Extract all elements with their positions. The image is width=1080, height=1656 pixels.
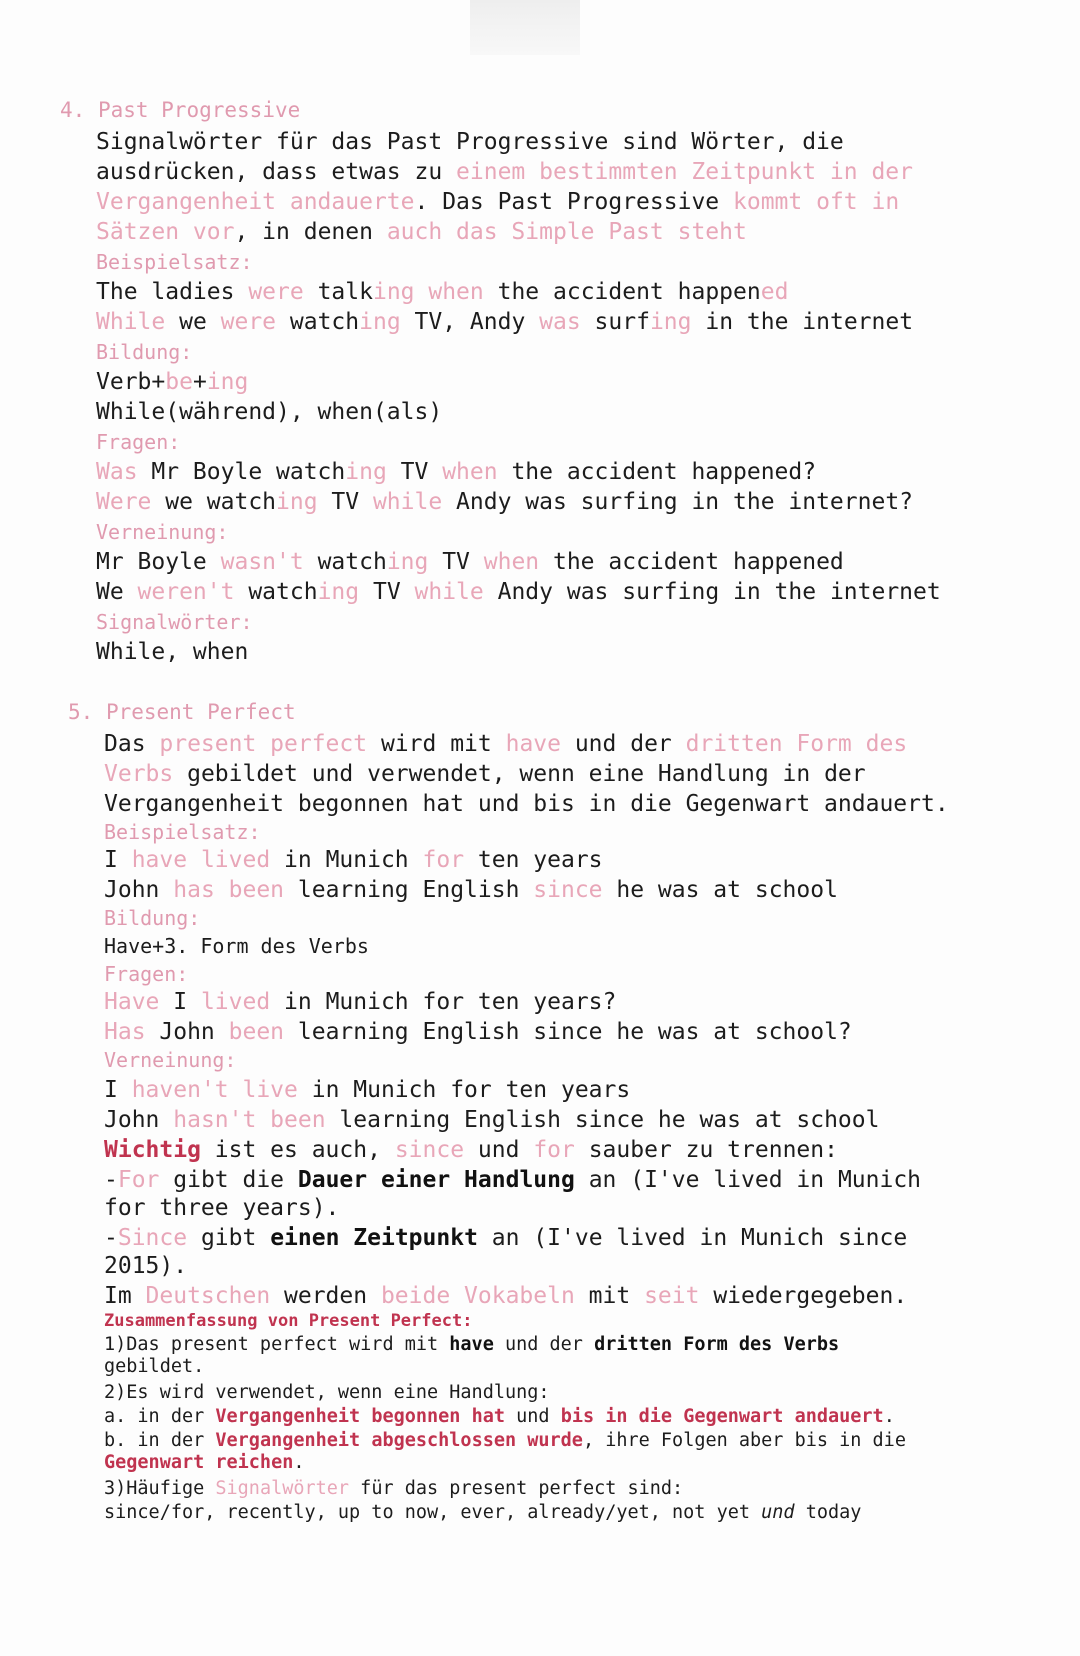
text: werden bbox=[270, 1283, 381, 1309]
text: learning English since he was at school bbox=[325, 1107, 880, 1133]
highlight: beide Vokabeln bbox=[380, 1283, 575, 1309]
text: We bbox=[96, 579, 138, 605]
text: a. in der bbox=[104, 1406, 216, 1427]
highlight: seit bbox=[644, 1283, 700, 1309]
text: in Munich bbox=[270, 847, 423, 873]
signalwoerter-text: While, when bbox=[96, 639, 249, 665]
bildung-label: Bildung: bbox=[104, 906, 201, 930]
text: John bbox=[145, 1019, 229, 1045]
example-sentence-1 bbox=[104, 846, 603, 874]
text: watch bbox=[303, 549, 387, 575]
text: TV bbox=[317, 489, 373, 515]
text: in Munich for ten years? bbox=[270, 989, 617, 1015]
example-sentence-1 bbox=[96, 278, 788, 306]
for-rule-line-2: for three years). bbox=[104, 1195, 340, 1221]
example-sentence-2 bbox=[104, 876, 838, 904]
highlight: when bbox=[483, 549, 540, 575]
text: I bbox=[159, 989, 201, 1015]
highlight: weren't bbox=[137, 579, 235, 605]
text: learning English since he was at school? bbox=[284, 1019, 852, 1045]
highlight: ing bbox=[206, 369, 249, 395]
question-1 bbox=[104, 988, 616, 1016]
question-1 bbox=[96, 458, 816, 486]
text: und bbox=[504, 1406, 561, 1427]
text: , ihre Folgen aber bis in die bbox=[582, 1430, 906, 1451]
signalwoerter-label: Signalwörter: bbox=[96, 610, 253, 634]
since-rule-line-2: 2015). bbox=[104, 1253, 188, 1279]
text: b. in der bbox=[104, 1430, 216, 1451]
bold-text: einen Zeitpunkt bbox=[270, 1225, 478, 1251]
text: . bbox=[293, 1452, 305, 1473]
text: Mr Boyle watch bbox=[137, 459, 346, 485]
highlight: present perfect bbox=[159, 731, 368, 757]
text: Das bbox=[104, 731, 160, 757]
highlight: Sätzen vor bbox=[96, 219, 235, 245]
text: watch bbox=[234, 579, 318, 605]
section-heading bbox=[68, 698, 296, 726]
bold-text: have bbox=[449, 1334, 494, 1355]
summary-point-1 bbox=[104, 1334, 839, 1356]
bildung-label: Bildung: bbox=[96, 340, 193, 364]
summary-point-2a bbox=[104, 1406, 895, 1428]
highlight: has been bbox=[173, 877, 285, 903]
highlight: lived bbox=[200, 989, 271, 1015]
section-title: Past Progressive bbox=[97, 98, 301, 122]
text: sauber zu trennen: bbox=[574, 1137, 838, 1163]
highlight: ing bbox=[359, 309, 401, 335]
text: Verb+ bbox=[96, 369, 166, 395]
text: today bbox=[794, 1502, 862, 1523]
intro-line-3: Vergangenheit begonnen hat und bis in die Gegenwart andauert. bbox=[104, 791, 949, 817]
summary-point-1b: gebildet. bbox=[104, 1356, 205, 1377]
highlight: were bbox=[220, 309, 277, 335]
text: I bbox=[104, 1077, 132, 1103]
text: ist es auch, bbox=[200, 1137, 395, 1163]
beispielsatz-label: Beispielsatz: bbox=[96, 250, 253, 274]
text: . Das Past Progressive bbox=[414, 189, 733, 215]
wichtig-line bbox=[104, 1136, 838, 1164]
negation-1 bbox=[96, 548, 844, 576]
text: Im bbox=[104, 1283, 146, 1309]
red-bold-text: Vergangenheit begonnen hat bbox=[215, 1406, 505, 1427]
highlight: been bbox=[228, 1019, 285, 1045]
text: we bbox=[165, 309, 221, 335]
intro-line-1 bbox=[104, 730, 907, 758]
highlight: Since bbox=[117, 1225, 188, 1251]
text: ausdrücken, dass etwas zu bbox=[96, 159, 457, 185]
text: , in denen bbox=[234, 219, 387, 245]
fragen-label: Fragen: bbox=[104, 962, 189, 986]
highlight: haven't live bbox=[131, 1077, 298, 1103]
summary-title: Zusammenfassung von Present Perfect: bbox=[104, 1311, 473, 1331]
bildung-formula: Have+3. Form des Verbs bbox=[104, 934, 369, 958]
section-number: 4. bbox=[60, 98, 86, 122]
text: the accident happen bbox=[483, 279, 761, 305]
highlight: Verbs bbox=[104, 761, 174, 787]
negation-2 bbox=[104, 1106, 879, 1134]
red-bold-text: Gegenwart reichen bbox=[104, 1452, 294, 1473]
verneinung-label: Verneinung: bbox=[96, 520, 229, 544]
text: Mr Boyle bbox=[96, 549, 221, 575]
text: since/for, recently, up to now, ever, already/yet, not yet bbox=[104, 1502, 762, 1523]
section-heading bbox=[60, 96, 300, 124]
text: the accident happened? bbox=[497, 459, 817, 485]
bold-text: Dauer einer Handlung bbox=[297, 1167, 575, 1193]
text: Andy was surfing in the internet? bbox=[442, 489, 914, 515]
intro-line-1 bbox=[96, 128, 844, 156]
highlight: while bbox=[414, 579, 484, 605]
text: 3)Häufige bbox=[104, 1478, 216, 1499]
highlight: ing bbox=[649, 309, 692, 335]
text: Andy was surfing in the internet bbox=[483, 579, 941, 605]
bildung-conjunctions: While(während), when(als) bbox=[96, 399, 443, 425]
highlight: Have bbox=[104, 989, 160, 1015]
highlight: since bbox=[394, 1137, 465, 1163]
for-rule-line bbox=[104, 1166, 921, 1194]
text: I bbox=[104, 847, 132, 873]
text: learning English bbox=[284, 877, 534, 903]
red-bold-text: bis in die Gegenwart andauert bbox=[560, 1406, 884, 1427]
text: ten years bbox=[464, 847, 603, 873]
text: TV bbox=[359, 579, 415, 605]
deutsch-line bbox=[104, 1282, 907, 1310]
highlight: since bbox=[533, 877, 603, 903]
text: talk bbox=[303, 279, 373, 305]
highlight: einem bestimmten Zeitpunkt in der bbox=[456, 159, 913, 185]
section-title: Present Perfect bbox=[105, 700, 296, 724]
intro-line-2 bbox=[104, 760, 866, 788]
text: TV bbox=[428, 549, 484, 575]
intro-line-4 bbox=[96, 218, 747, 246]
highlight: were bbox=[248, 279, 304, 305]
highlight: hasn't been bbox=[173, 1107, 326, 1133]
text: und der bbox=[560, 731, 686, 757]
highlight: when bbox=[414, 279, 484, 305]
text: mit bbox=[574, 1283, 645, 1309]
text: in the internet bbox=[691, 309, 914, 335]
emphasis: Wichtig bbox=[104, 1137, 201, 1163]
highlight: have lived bbox=[131, 847, 271, 873]
highlight: for bbox=[533, 1137, 575, 1163]
bold-text: dritten Form des Verbs bbox=[594, 1334, 840, 1355]
verneinung-label: Verneinung: bbox=[104, 1048, 237, 1072]
italic-text: und bbox=[761, 1502, 795, 1523]
text: we watch bbox=[151, 489, 277, 515]
text: an (I've lived in Munich bbox=[574, 1167, 922, 1193]
highlight: ing bbox=[345, 459, 387, 485]
highlight: Were bbox=[96, 489, 152, 515]
text: und der bbox=[493, 1334, 595, 1355]
highlight: Has bbox=[104, 1019, 146, 1045]
text: und bbox=[464, 1137, 534, 1163]
scan-smudge bbox=[470, 0, 580, 55]
highlight: ing bbox=[317, 579, 360, 605]
highlight: when bbox=[442, 459, 498, 485]
text: - bbox=[104, 1225, 118, 1251]
text: John bbox=[104, 877, 174, 903]
negation-2 bbox=[96, 578, 941, 606]
text: gibt bbox=[187, 1225, 271, 1251]
text: The ladies bbox=[96, 279, 249, 305]
highlight: for bbox=[422, 847, 465, 873]
text: he was at school bbox=[602, 877, 838, 903]
summary-point-2b bbox=[104, 1430, 906, 1452]
highlight: ed bbox=[760, 279, 789, 305]
highlight: while bbox=[372, 489, 443, 515]
highlight: ing bbox=[276, 489, 318, 515]
intro-line-3 bbox=[96, 188, 899, 216]
highlight: auch das Simple Past steht bbox=[386, 219, 747, 245]
intro-line-2 bbox=[96, 158, 913, 186]
example-sentence-2 bbox=[96, 308, 913, 336]
text: TV, Andy bbox=[400, 309, 540, 335]
bildung-formula bbox=[96, 368, 248, 396]
text: the accident happened bbox=[539, 549, 844, 575]
fragen-label: Fragen: bbox=[96, 430, 181, 454]
summary-point-3 bbox=[104, 1478, 683, 1500]
section-number: 5. bbox=[68, 700, 94, 724]
text: an (I've lived in Munich since bbox=[477, 1225, 908, 1251]
highlight: kommt oft in bbox=[733, 189, 900, 215]
text: surf bbox=[580, 309, 650, 335]
beispielsatz-label: Beispielsatz: bbox=[104, 820, 261, 844]
highlight: dritten Form des bbox=[685, 731, 908, 757]
text: - bbox=[104, 1167, 118, 1193]
summary-point-2: 2)Es wird verwendet, wenn eine Handlung: bbox=[104, 1382, 550, 1403]
highlight: wasn't bbox=[220, 549, 304, 575]
text: 1)Das present perfect wird mit bbox=[104, 1334, 450, 1355]
text: in Munich for ten years bbox=[297, 1077, 631, 1103]
red-bold-text: Vergangenheit abgeschlossen wurde bbox=[215, 1430, 583, 1451]
summary-signal-words bbox=[104, 1502, 861, 1524]
since-rule-line bbox=[104, 1224, 907, 1252]
highlight: Deutschen bbox=[145, 1283, 271, 1309]
highlight: was bbox=[539, 309, 581, 335]
text: für das present perfect sind: bbox=[349, 1478, 684, 1499]
question-2 bbox=[104, 1018, 852, 1046]
text: + bbox=[192, 369, 207, 395]
text: wiedergegeben. bbox=[699, 1283, 908, 1309]
question-2 bbox=[96, 488, 913, 516]
text: . bbox=[883, 1406, 895, 1427]
text: gibt die bbox=[159, 1167, 298, 1193]
highlight: Vergangenheit andauerte bbox=[96, 189, 415, 215]
summary-point-2b-cont bbox=[104, 1452, 305, 1474]
text: watch bbox=[276, 309, 360, 335]
negation-1 bbox=[104, 1076, 630, 1104]
text: TV bbox=[386, 459, 443, 485]
highlight: For bbox=[117, 1167, 160, 1193]
text: Signalwörter für das Past Progressive sind Wörter, die bbox=[96, 129, 844, 155]
highlight: ing bbox=[372, 279, 415, 305]
text: John bbox=[104, 1107, 174, 1133]
highlight: be bbox=[165, 369, 193, 395]
highlight: have bbox=[505, 731, 561, 757]
text: wird mit bbox=[367, 731, 506, 757]
text: gebildet und verwendet, wenn eine Handlung in der bbox=[173, 761, 866, 787]
highlight: Signalwörter bbox=[215, 1478, 350, 1499]
highlight: ing bbox=[386, 549, 429, 575]
highlight: Was bbox=[96, 459, 138, 485]
highlight: While bbox=[96, 309, 166, 335]
